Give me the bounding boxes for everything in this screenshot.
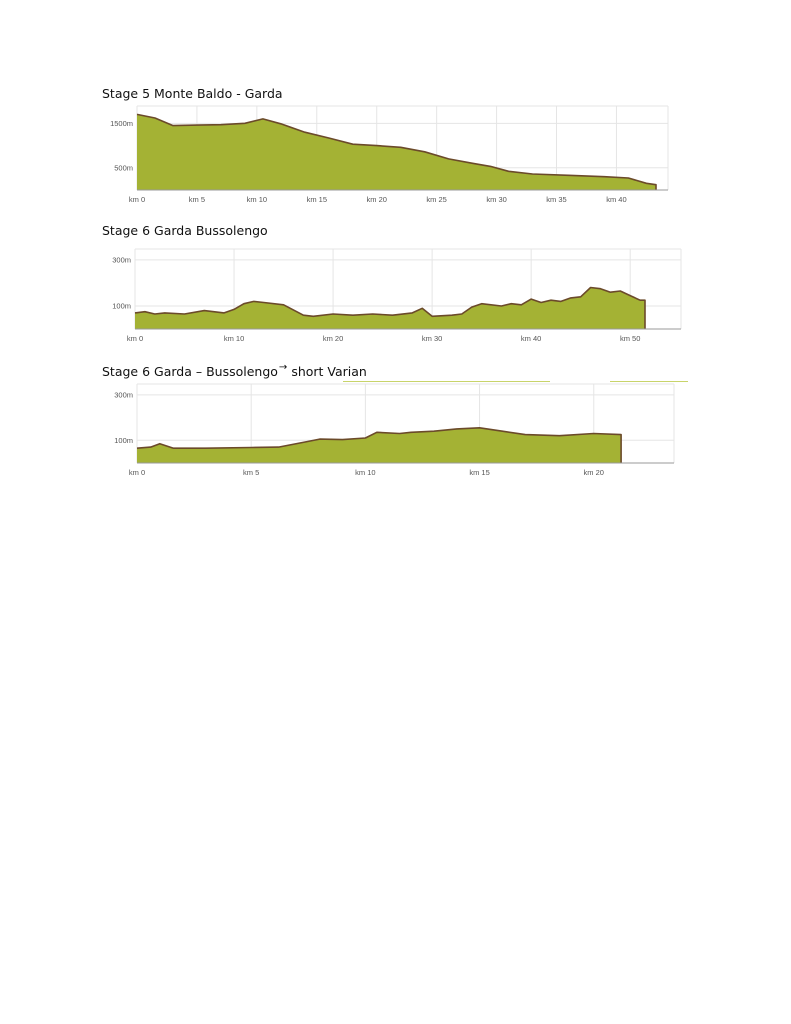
y-tick-label: 300m <box>114 390 133 400</box>
y-tick-label: 1500m <box>110 118 133 128</box>
x-tick-label: km 30 <box>486 195 507 204</box>
y-tick-label: 100m <box>114 435 133 445</box>
x-tick-label: km 35 <box>546 195 567 204</box>
x-tick-label: km 15 <box>469 468 490 477</box>
stage5-heading: Stage 5 Monte Baldo - Garda <box>102 86 283 101</box>
x-tick-label: km 0 <box>126 334 144 343</box>
x-tick-label: km 50 <box>619 334 641 343</box>
x-tick-label: km 5 <box>188 195 206 204</box>
x-tick-label: km 10 <box>223 334 245 343</box>
x-tick-label: km 0 <box>128 195 146 204</box>
x-tick-label: km 40 <box>606 195 627 204</box>
y-tick-label: 500m <box>114 163 133 173</box>
x-tick-label: km 10 <box>246 195 268 204</box>
y-tick-label: 100m <box>112 301 131 311</box>
x-tick-label: km 20 <box>322 334 344 343</box>
x-tick-label: km 15 <box>306 195 328 204</box>
stage6-heading: Stage 6 Garda Bussolengo <box>102 223 268 238</box>
x-tick-label: km 0 <box>128 468 146 477</box>
y-tick-label: 300m <box>112 255 131 265</box>
x-tick-label: km 25 <box>426 195 447 204</box>
arrow-right-icon: → <box>278 362 288 373</box>
x-tick-label: km 5 <box>243 468 260 477</box>
x-tick-label: km 30 <box>421 334 443 343</box>
stage6-short-heading-prefix: Stage 6 Garda – Bussolengo <box>102 364 278 379</box>
x-tick-label: km 20 <box>366 195 387 204</box>
x-tick-label: km 10 <box>355 468 376 477</box>
x-tick-label: km 40 <box>520 334 542 343</box>
stage6-short-heading-suffix: short Varian <box>291 364 367 379</box>
x-tick-label: km 20 <box>583 468 604 477</box>
